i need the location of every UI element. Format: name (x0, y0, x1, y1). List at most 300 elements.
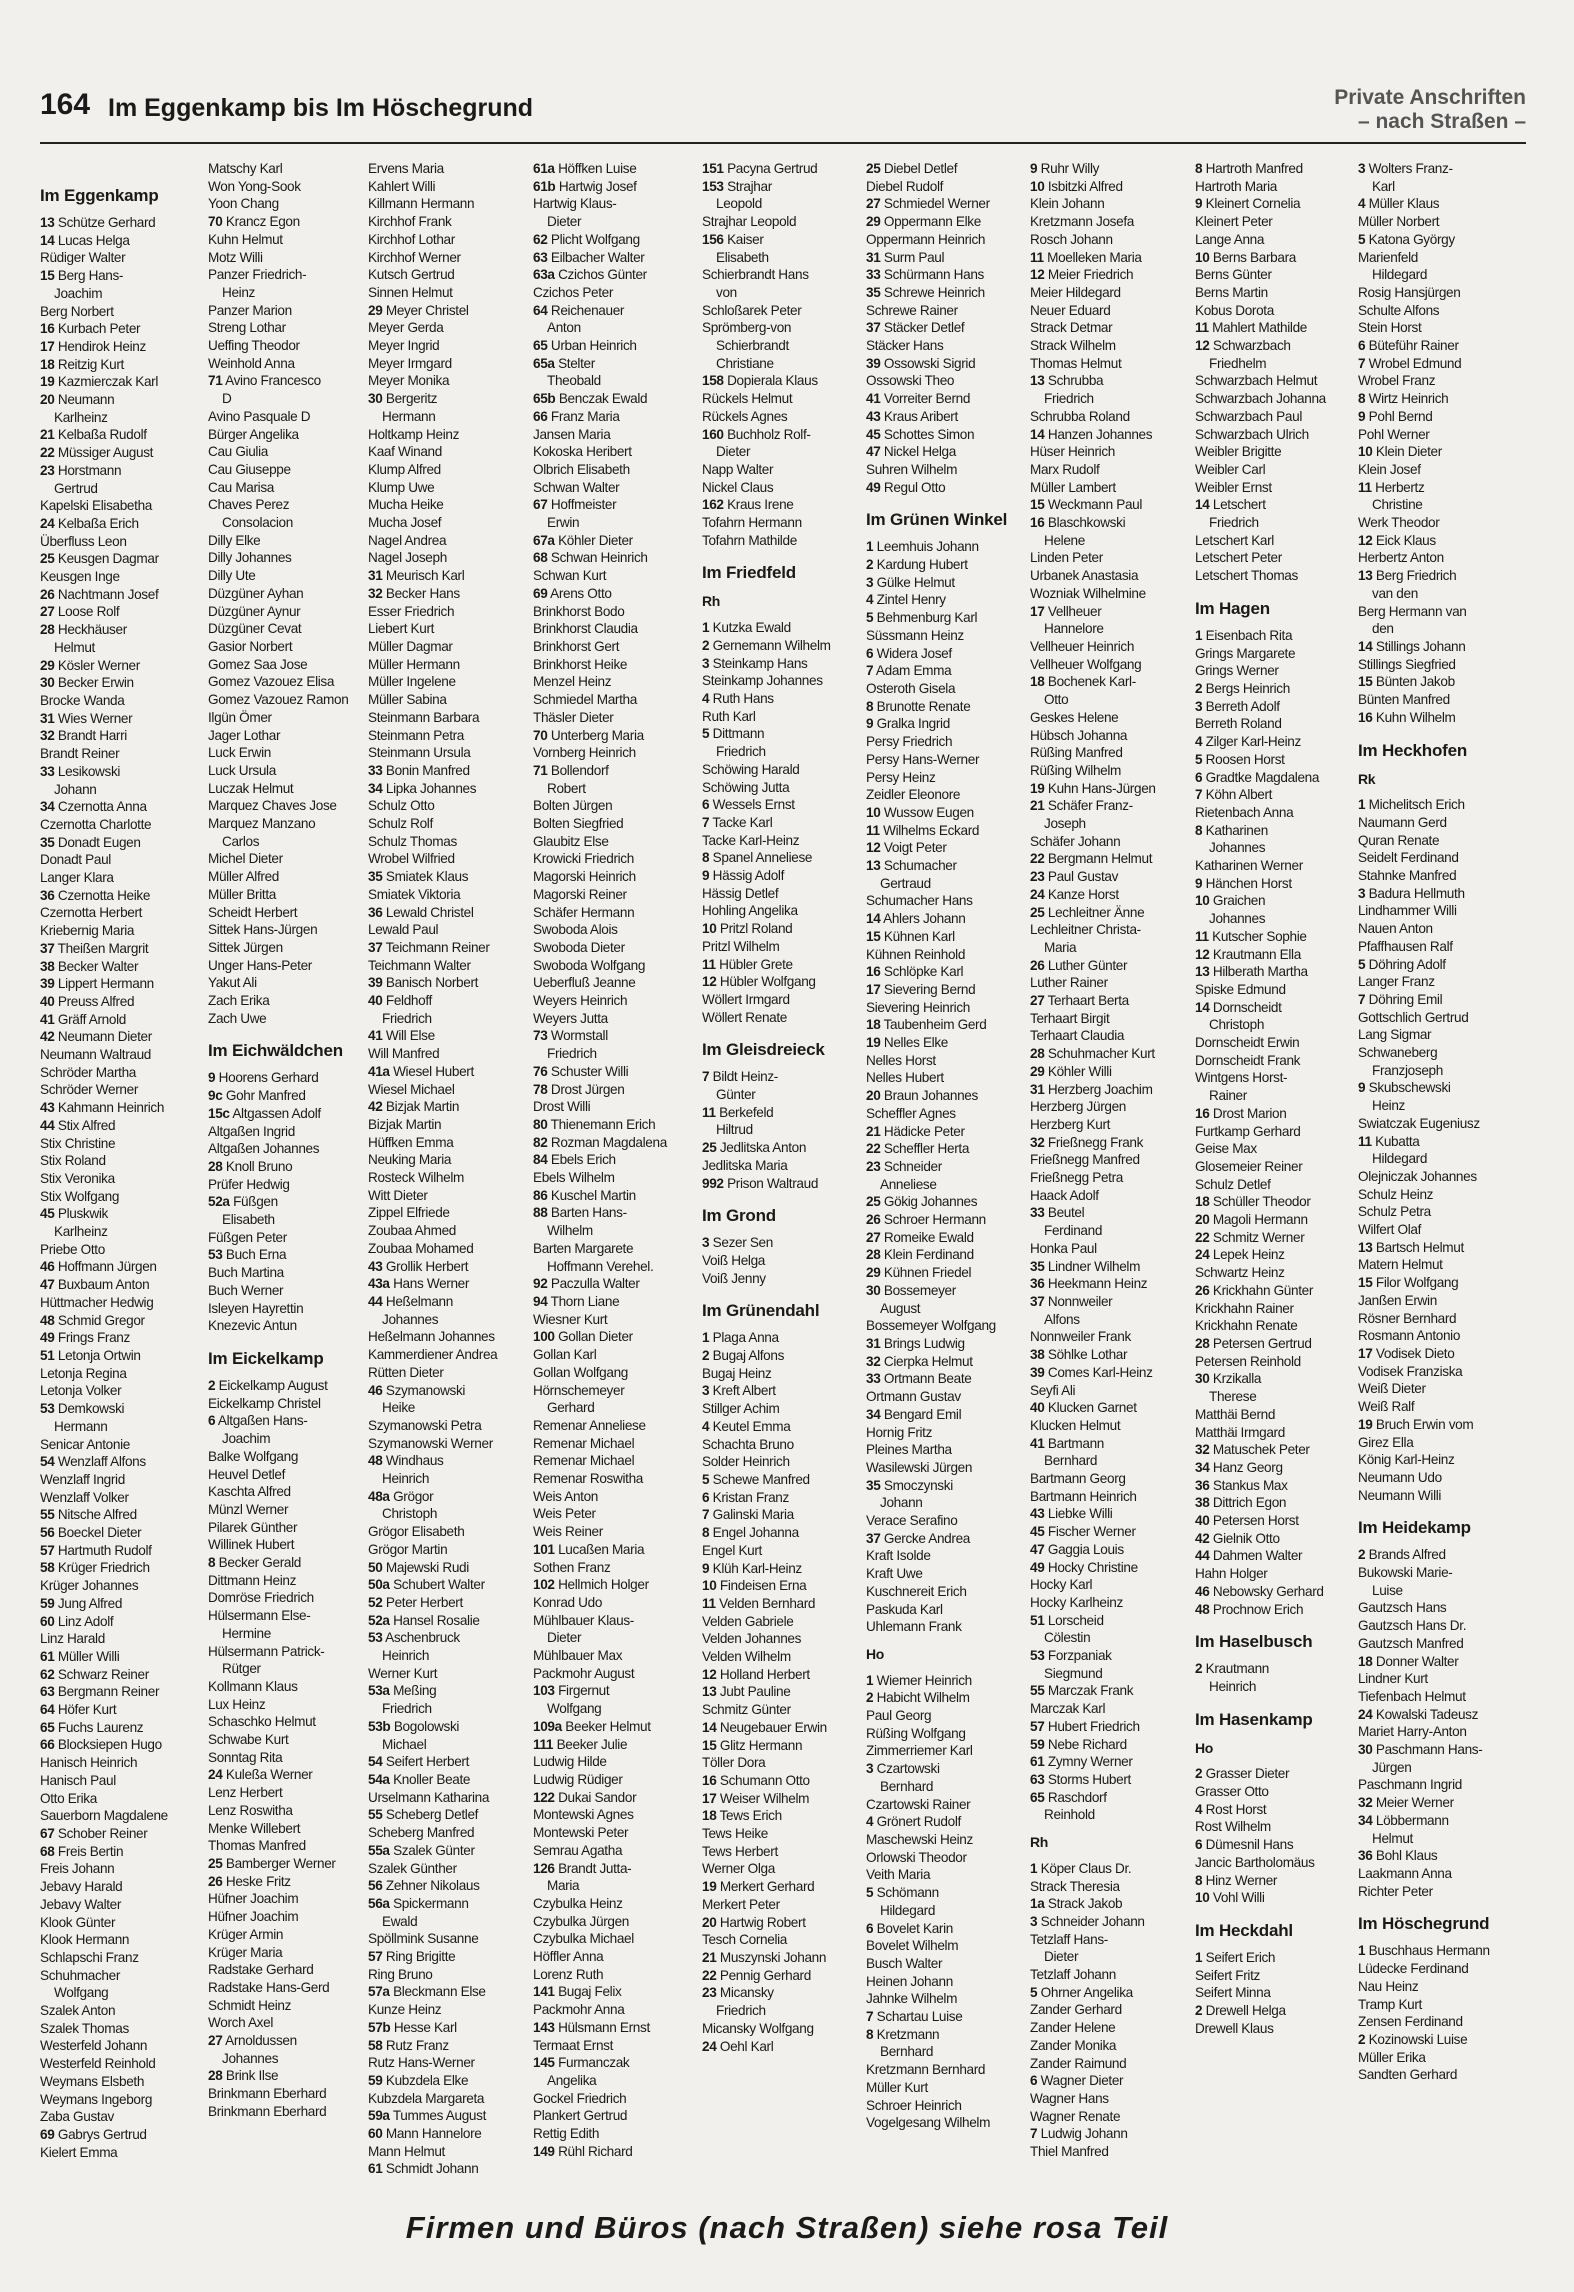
resident-name: Terhaart Claudia (1030, 1028, 1125, 1044)
directory-entry (1195, 1889, 1353, 1907)
resident-name: Orlowski Theodor (866, 1849, 967, 1865)
resident-name: Rüßing Wolfgang (866, 1725, 966, 1741)
house-number: 65b (533, 391, 556, 407)
directory-entry (368, 319, 526, 337)
directory-entry (866, 372, 1024, 390)
resident-name: Szalek Anton (40, 2003, 116, 2019)
house-number: 94 (533, 1294, 548, 1309)
resident-name: Paschmann Hans- (1375, 1742, 1483, 1758)
directory-entry (702, 849, 860, 867)
resident-name: Widera Josef (876, 645, 952, 661)
resident-name: Wilhelm (547, 1223, 593, 1239)
resident-name: Schmitz Werner (1212, 1229, 1305, 1245)
house-number: 41 (40, 1011, 55, 1027)
house-number: 34 (368, 780, 383, 796)
house-number: 27 (40, 604, 55, 620)
resident-name: Gomez Saa Jose (208, 656, 308, 672)
resident-name: Buchholz Rolf- (727, 426, 811, 442)
resident-name: Schwarz Reiner (57, 1666, 149, 1682)
resident-name: Neumann Dieter (57, 1029, 152, 1045)
directory-entry (866, 733, 1024, 751)
resident-name: Wozniak Wilhelmine (1030, 585, 1146, 601)
resident-name: Düzgüner Aynur (208, 603, 301, 619)
resident-name: Heckhäuser (57, 622, 127, 638)
house-number: 30 (40, 675, 55, 691)
resident-name: Ilgün Ömer (208, 709, 272, 725)
directory-entry (533, 1399, 691, 1417)
house-number: 12 (866, 840, 881, 856)
resident-name: Hoffmann Verehel. (547, 1258, 654, 1274)
directory-entry (866, 627, 1024, 645)
directory-entry (533, 974, 691, 992)
directory-entry (40, 1241, 198, 1259)
resident-name: Büteführ Rainer (1368, 338, 1459, 354)
resident-name: Klump Alfred (368, 461, 441, 477)
resident-name: Rozman Magdalena (550, 1134, 667, 1150)
resident-name: Matthäi Bernd (1195, 1406, 1276, 1422)
district-code: Rk (1358, 770, 1376, 787)
directory-entry (40, 727, 198, 745)
house-number: 25 (40, 551, 55, 567)
directory-entry (1358, 1723, 1516, 1741)
resident-name: Schroer Heinrich (866, 2097, 962, 2113)
resident-name: Thäsler Dieter (533, 709, 614, 725)
house-number: 31 (40, 710, 55, 726)
resident-name: Bizjak Martin (385, 1099, 460, 1115)
resident-name: Honka Paul (1030, 1240, 1097, 1256)
resident-name: Krzikalla (1212, 1371, 1262, 1387)
house-number: 2 (208, 1378, 216, 1393)
house-number: 37 (368, 939, 383, 955)
resident-name: Bamberger Werner (225, 1855, 336, 1871)
directory-entry (1030, 939, 1188, 957)
directory-entry (866, 1052, 1024, 1070)
resident-name: Holland Herbert (719, 1666, 810, 1682)
resident-name: Robert (547, 780, 586, 796)
resident-name: Elisabeth (716, 249, 769, 265)
house-number: 39 (368, 975, 383, 991)
resident-name: Tacke Karl-Heinz (702, 832, 800, 848)
directory-entry (40, 444, 198, 462)
directory-entry (208, 1140, 366, 1158)
resident-name: Schöwing Harald (702, 761, 800, 777)
directory-entry (1195, 1140, 1353, 1158)
directory-entry (368, 1682, 526, 1700)
resident-name: Wessels Ernst (712, 797, 795, 813)
directory-entry (208, 1961, 366, 1979)
directory-entry (1358, 1883, 1516, 1901)
house-number: 61b (533, 178, 556, 194)
house-number: 49 (1030, 1559, 1045, 1575)
resident-name: Töller Dora (702, 1755, 766, 1771)
house-number: 43 (40, 1100, 55, 1116)
resident-name: Schroer Hermann (883, 1212, 986, 1228)
resident-name: Remenar Roswitha (533, 1471, 643, 1487)
house-number: 48a (368, 1488, 390, 1504)
resident-name: Jung Alfred (57, 1595, 123, 1611)
resident-name: Naumann Gerd (1358, 814, 1447, 830)
house-number: 4 (866, 1814, 874, 1830)
directory-entry (702, 1949, 860, 1967)
directory-entry (1358, 549, 1516, 567)
house-number: 109a (533, 1718, 562, 1734)
house-number: 12 (702, 974, 717, 990)
house-number: 28 (40, 622, 55, 638)
directory-entry (1030, 1488, 1188, 1506)
directory-entry (1358, 1292, 1516, 1310)
resident-name: Ludwig Rüdiger (533, 1771, 623, 1787)
directory-entry (368, 974, 526, 992)
resident-name: Moelleken Maria (1047, 249, 1142, 265)
directory-entry (533, 1842, 691, 1860)
resident-name: Hans Werner (393, 1276, 470, 1292)
directory-entry (866, 1601, 1024, 1619)
directory-entry (1195, 751, 1353, 769)
directory-entry (866, 1512, 1024, 1530)
directory-column (702, 160, 860, 2055)
resident-name: Jedlitska Maria (702, 1157, 788, 1173)
directory-entry (1358, 249, 1516, 267)
directory-entry (866, 1618, 1024, 1636)
resident-name: Schachta Bruno (702, 1436, 794, 1452)
directory-entry (702, 1329, 860, 1347)
resident-name: Reitzig Kurt (57, 356, 124, 372)
directory-entry (1030, 355, 1188, 373)
directory-entry (1358, 1469, 1516, 1487)
directory-entry (40, 1807, 198, 1825)
directory-entry (702, 302, 860, 320)
resident-name: Kammerdiener Andrea (368, 1347, 498, 1363)
house-number: 33 (40, 763, 55, 779)
directory-entry (866, 1370, 1024, 1388)
house-number: 82 (533, 1134, 548, 1150)
directory-entry (1358, 355, 1516, 373)
directory-entry (533, 1293, 691, 1311)
house-number: 64 (533, 302, 548, 318)
house-number: 69 (40, 2126, 55, 2142)
house-number: 48 (1195, 1601, 1210, 1617)
house-number: 15 (40, 268, 55, 284)
directory-entry (40, 1400, 198, 1418)
resident-name: Nickel Helga (883, 444, 956, 460)
directory-entry (1195, 1601, 1353, 1619)
directory-entry (1358, 1327, 1516, 1345)
house-number: 55a (368, 1842, 390, 1858)
directory-entry (208, 479, 366, 497)
resident-name: Christoph (382, 1506, 438, 1522)
house-number: 2 (1195, 1661, 1203, 1677)
resident-name: Klein Josef (1358, 461, 1421, 477)
resident-name: Langer Klara (40, 870, 114, 886)
resident-name: Schubert Walter (393, 1577, 485, 1593)
directory-entry (702, 1666, 860, 1684)
house-number: 43 (866, 408, 881, 424)
house-number: 25 (866, 161, 881, 176)
directory-entry (1195, 1211, 1353, 1229)
directory-entry (1358, 956, 1516, 974)
directory-entry (208, 1069, 366, 1087)
directory-entry (533, 1240, 691, 1258)
resident-name: Termaat Ernst (533, 2037, 614, 2053)
house-number: 7 (1358, 355, 1366, 371)
directory-entry (702, 461, 860, 479)
resident-name: Matern Helmut (1358, 1257, 1443, 1273)
directory-entry (208, 1229, 366, 1247)
directory-entry (702, 1984, 860, 2002)
directory-entry (533, 213, 691, 231)
directory-entry (533, 585, 691, 603)
resident-name: Becker Hans (385, 585, 460, 601)
directory-entry (368, 1435, 526, 1453)
house-number: 21 (866, 1123, 881, 1139)
resident-name: Plicht Wolfgang (550, 231, 640, 247)
resident-name: Luther Rainer (1030, 975, 1108, 991)
directory-entry (368, 549, 526, 567)
directory-entry (208, 1607, 366, 1625)
house-number: 1 (1195, 1949, 1203, 1965)
house-number: 59a (368, 2108, 390, 2124)
directory-entry (208, 638, 366, 656)
house-number: 28 (1195, 1336, 1210, 1351)
directory-entry (368, 178, 526, 196)
directory-entry (1358, 1635, 1516, 1653)
resident-name: Lippert Hermann (57, 976, 154, 992)
resident-name: Petersen Horst (1212, 1513, 1299, 1529)
resident-name: Joseph (1044, 816, 1086, 832)
resident-name: Marquez Chaves Jose (208, 798, 337, 814)
resident-name: Scheberg Detlef (385, 1807, 479, 1823)
house-number: 111 (533, 1736, 554, 1752)
resident-name: Czernotta Anna (57, 799, 147, 815)
directory-entry (208, 1873, 366, 1891)
house-number: 3 (702, 1235, 710, 1251)
directory-entry (1195, 946, 1353, 964)
directory-entry (866, 1902, 1024, 1920)
resident-name: Priebe Otto (40, 1241, 105, 1257)
resident-name: Zander Monika (1030, 2037, 1117, 2053)
directory-entry (40, 1347, 198, 1365)
house-number: 55 (40, 1507, 55, 1523)
directory-entry (1030, 195, 1188, 213)
resident-name: Szalek Günther (368, 1860, 457, 1876)
resident-name: Stillings Johann (1375, 638, 1466, 654)
directory-entry (1030, 638, 1188, 656)
directory-entry (1195, 733, 1353, 751)
resident-name: Bolten Jürgen (533, 798, 613, 814)
resident-name: Drost Marion (1212, 1105, 1287, 1121)
resident-name: Döhring Adolf (1368, 956, 1446, 972)
resident-name: Zilger Karl-Heinz (1205, 734, 1301, 750)
house-number: 67 (533, 497, 548, 513)
resident-name: Meyer Irmgard (368, 355, 452, 371)
resident-name: Remenar Michael (533, 1453, 635, 1469)
resident-name: Heinz (1372, 1098, 1406, 1114)
directory-entry (208, 921, 366, 939)
directory-entry (533, 1470, 691, 1488)
resident-name: Friedrich (382, 1010, 432, 1026)
resident-name: Petersen Reinhold (1195, 1353, 1301, 1369)
resident-name: Nagel Andrea (368, 532, 447, 548)
directory-entry (702, 479, 860, 497)
directory-entry (1030, 780, 1188, 798)
resident-name: Helmut (54, 639, 95, 655)
directory-entry (866, 1494, 1024, 1512)
resident-name: Schuhmacher Kurt (1047, 1046, 1155, 1062)
resident-name: Weiser Wilhelm (719, 1790, 810, 1806)
resident-name: Dieter (547, 214, 582, 230)
street-heading: Im Hagen (1195, 598, 1270, 618)
resident-name: Kuschnereit Erich (866, 1583, 967, 1599)
directory-entry (533, 868, 691, 886)
resident-name: Olbrich Elisabeth (533, 461, 630, 477)
directory-entry (1030, 603, 1188, 621)
resident-name: Panzer Friedrich- (208, 267, 307, 283)
resident-name: Klein Dieter (1375, 444, 1442, 460)
house-number: 38 (1030, 1347, 1045, 1363)
house-number: 68 (40, 1843, 55, 1859)
directory-entry (368, 638, 526, 656)
directory-entry (533, 1682, 691, 1700)
resident-name: Klook Günter (40, 1914, 116, 1930)
directory-entry (1195, 1424, 1353, 1442)
directory-entry (1030, 549, 1188, 567)
directory-entry (1030, 1346, 1188, 1364)
directory-entry (40, 1736, 198, 1754)
resident-name: Luczak Helmut (208, 780, 294, 796)
resident-name: Braun Johannes (883, 1088, 978, 1104)
house-number: 122 (533, 1789, 555, 1805)
resident-name: Schütze Gerhard (57, 215, 156, 230)
directory-entry (866, 2097, 1024, 2115)
resident-name: Kleinert Cornelia (1205, 196, 1301, 212)
directory-entry (208, 1643, 366, 1661)
directory-entry (533, 266, 691, 284)
resident-name: Hocky Christine (1047, 1559, 1138, 1575)
house-number: 16 (702, 1772, 717, 1788)
resident-name: Remenar Anneliese (533, 1417, 646, 1433)
directory-entry (866, 249, 1024, 267)
resident-name: Furmanczak (558, 2055, 630, 2071)
house-number: 47 (1030, 1541, 1045, 1557)
directory-entry (40, 1984, 198, 2002)
directory-entry (1030, 2143, 1188, 2161)
resident-name: Werner Olga (702, 1861, 775, 1877)
directory-entry (208, 1713, 366, 1731)
directory-entry (40, 834, 198, 852)
resident-name: Schömann (876, 1885, 939, 1901)
resident-name: Vorreiter Bernd (883, 391, 971, 407)
house-number: 63 (1030, 1771, 1045, 1787)
directory-entry (368, 1488, 526, 1506)
resident-name: Ebels Erich (550, 1152, 616, 1168)
resident-name: Kretzmann Josefa (1030, 214, 1134, 230)
house-number: 40 (1030, 1400, 1045, 1416)
resident-name: Bartmann Heinrich (1030, 1488, 1137, 1504)
house-number: 29 (866, 214, 881, 230)
house-number: 145 (533, 2055, 555, 2071)
resident-name: Montewski Peter (533, 1825, 629, 1841)
directory-entry (702, 1825, 860, 1843)
resident-name: Kühnen Karl (883, 928, 955, 944)
house-number: 18 (702, 1808, 717, 1824)
directory-entry (866, 857, 1024, 875)
resident-name: Altgaßen Hans- (217, 1413, 308, 1429)
resident-name: Brinkhorst Heike (533, 656, 628, 672)
directory-entry (1358, 1759, 1516, 1777)
resident-name: Arens Otto (550, 585, 612, 601)
directory-entry (533, 744, 691, 762)
directory-entry (368, 620, 526, 638)
resident-name: Olejniczak Johannes (1358, 1168, 1477, 1184)
resident-name: Tetzlaff Hans- (1030, 1931, 1108, 1947)
resident-name: Neumann Udo (1358, 1469, 1442, 1485)
house-number: 9 (1358, 1080, 1366, 1096)
resident-name: Witt Dieter (368, 1187, 428, 1203)
house-number: 162 (702, 497, 724, 513)
directory-entry (1195, 1441, 1353, 1459)
directory-entry (208, 1105, 366, 1123)
house-number: 43 (368, 1258, 383, 1274)
directory-entry (533, 727, 691, 745)
directory-entry (702, 1613, 860, 1631)
resident-name: Drost Willi (533, 1099, 591, 1115)
house-number: 11 (702, 956, 716, 972)
directory-entry (533, 1169, 691, 1187)
directory-entry (702, 1896, 860, 1914)
resident-name: Hülsmann Ernst (558, 2019, 650, 2035)
directory-entry (40, 568, 198, 586)
street-heading: Im Eggenkamp (40, 186, 159, 205)
resident-name: Majewski Rudi (385, 1559, 469, 1575)
resident-name: Kraft Isolde (866, 1548, 931, 1564)
directory-entry (533, 1417, 691, 1435)
directory-entry (1358, 1274, 1516, 1292)
resident-name: Heinrich (382, 1648, 430, 1664)
resident-name: Hanisch Paul (40, 1772, 116, 1788)
directory-entry (368, 1948, 526, 1966)
house-number: 10 (702, 921, 717, 937)
directory-entry (533, 603, 691, 621)
directory-entry (866, 426, 1024, 444)
house-number: 2 (1358, 2031, 1366, 2047)
resident-name: Neumann Willi (1358, 1487, 1442, 1503)
resident-name: Krüger Johannes (40, 1578, 139, 1594)
directory-entry (368, 691, 526, 709)
directory-entry (208, 284, 366, 302)
resident-name: Schmiedel Werner (883, 196, 990, 212)
resident-name: Barten Hans- (550, 1205, 627, 1221)
resident-name: Altgassen Adolf (232, 1105, 321, 1121)
directory-entry (368, 1399, 526, 1417)
directory-entry (866, 804, 1024, 822)
resident-name: Sinnen Helmut (368, 284, 453, 300)
resident-name: Voiß Jenny (702, 1270, 766, 1286)
house-number: 7 (866, 663, 874, 679)
house-number: 35 (40, 834, 55, 850)
directory-entry (1030, 1860, 1188, 1878)
house-number: 34 (1195, 1459, 1210, 1475)
resident-name: Lenz Herbert (208, 1785, 283, 1801)
resident-name: Hanisch Heinrich (40, 1755, 138, 1771)
directory-entry (1030, 1470, 1188, 1488)
resident-name: Eisenbach Rita (1205, 627, 1293, 643)
resident-name: Beeker Helmut (565, 1718, 651, 1734)
resident-name: Tetzlaff Johann (1030, 1967, 1116, 1983)
resident-name: Killmann Hermann (368, 196, 475, 212)
resident-name: Schmidt Heinz (208, 1997, 292, 2013)
directory-entry (1195, 857, 1353, 875)
resident-name: Klein Johann (1030, 196, 1105, 212)
